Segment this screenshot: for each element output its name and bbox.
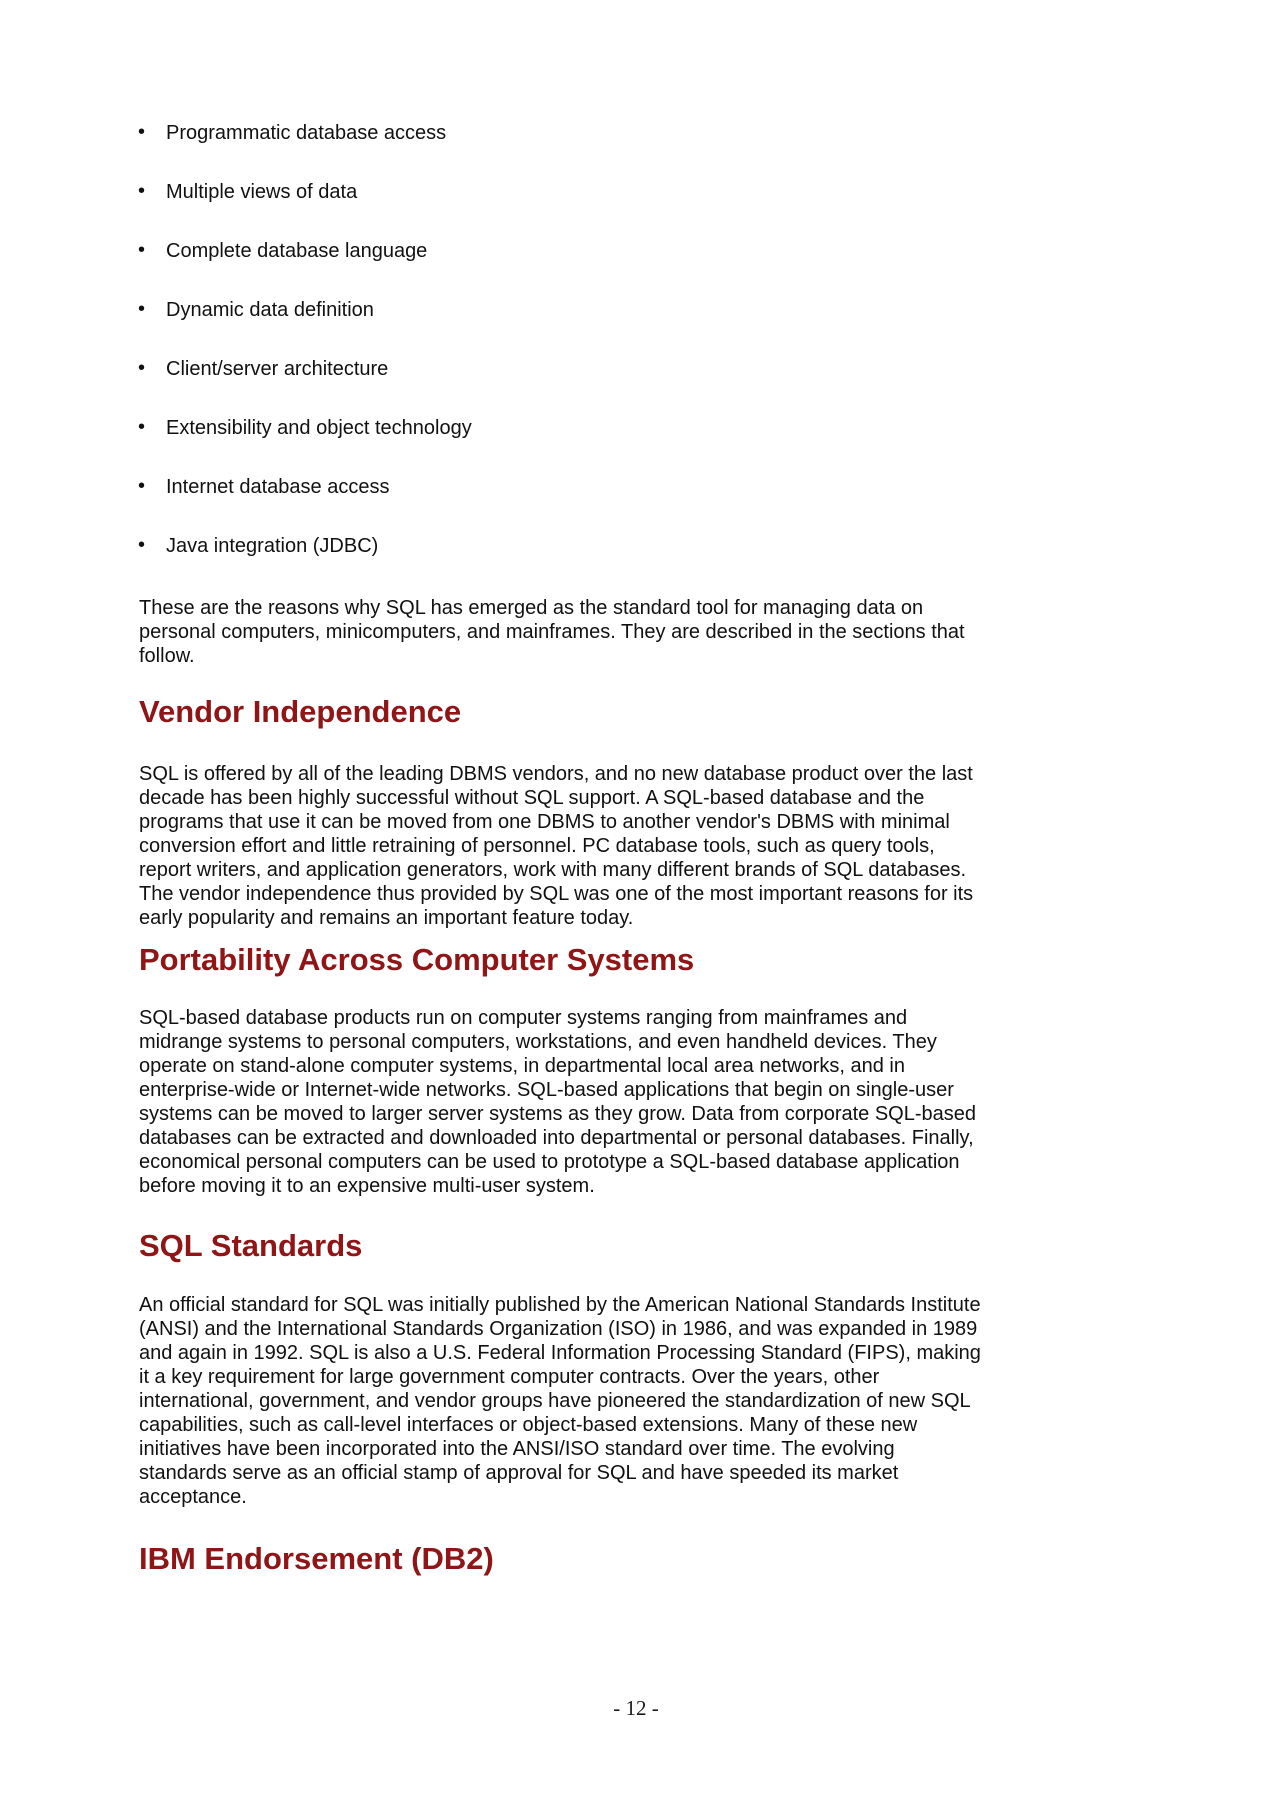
bullet-item-label: Complete database language xyxy=(166,240,428,262)
list-item xyxy=(139,239,981,263)
bullet-icon: • xyxy=(138,416,146,438)
section-paragraph-portability: SQL-based database products run on computer systems ranging from mainframes and midrange systems to personal computers, workstations, and even handheld devices. They operate on stand-alone computer systems, in departmental local area networks, and in enterprise-wide or Internet-wide networks. SQL-based applications that begin on single-user systems can be moved to larger server systems as they grow. Data from corporate SQL-based databases can be extracted and downloaded into departmental or personal databases. Finally, economical personal computers can be used to prototype a SQL-based database application before moving it to an expensive multi-user system. xyxy=(139,1007,977,1197)
bullet-icon: • xyxy=(138,357,146,379)
page-number: - 12 - xyxy=(613,1696,659,1720)
list-item xyxy=(139,475,981,499)
section-paragraph-vendor-independence: SQL is offered by all of the leading DBMS vendors, and no new database product over the last decade has been highly successful without SQL support. A SQL-based database and the programs that use it can be moved from one DBMS to another vendor's DBMS with minimal conversion effort and little retraining of personnel. PC database tools, such as query tools, report writers, and application generators, work with many different brands of SQL databases. The vendor independence thus provided by SQL was one of the most important reasons for its early popularity and remains an important feature today. xyxy=(139,763,974,929)
bullet-icon: • xyxy=(138,239,146,261)
bullet-icon: • xyxy=(138,298,146,320)
list-item xyxy=(139,534,981,558)
list-item xyxy=(139,180,981,204)
intro-paragraph: These are the reasons why SQL has emerged as the standard tool for managing data on personal computers, minicomputers, and mainframes. They are described in the sections that follow. xyxy=(139,597,965,667)
section-heading-portability: Portability Across Computer Systems xyxy=(139,942,695,977)
section-heading-sql-standards: SQL Standards xyxy=(139,1228,363,1263)
list-item xyxy=(139,121,981,145)
bullet-icon: • xyxy=(138,180,146,202)
bullet-icon: • xyxy=(138,121,146,143)
bullet-item-label: Java integration (JDBC) xyxy=(166,535,379,557)
bullet-icon: • xyxy=(138,534,146,556)
bullet-item-label: Multiple views of data xyxy=(166,181,358,203)
section-paragraph-sql-standards: An official standard for SQL was initially published by the American National Standards Institute (ANSI) and the International Standards Organization (ISO) in 1986, and was expanded in 1989 and again in 1992. SQL is also a U.S. Federal Information Processing Standard (FIPS), making it a key requirement for large government computer contracts. Over the years, other international, government, and vendor groups have pioneered the standardization of new SQL capabilities, such as call-level interfaces or object-based extensions. Many of these new initiatives have been incorporated into the ANSI/ISO standard over time. The evolving standards serve as an official stamp of approval for SQL and have speeded its market acceptance. xyxy=(139,1294,981,1508)
bullet-item-label: Dynamic data definition xyxy=(166,299,374,321)
bullet-item-label: Client/server architecture xyxy=(166,358,389,380)
list-item xyxy=(139,357,981,381)
list-item xyxy=(139,416,981,440)
section-heading-ibm-endorsement: IBM Endorsement (DB2) xyxy=(139,1541,494,1576)
section-heading-vendor-independence: Vendor Independence xyxy=(139,694,462,729)
list-item xyxy=(139,298,981,322)
bullet-item-label: Programmatic database access xyxy=(166,122,447,144)
feature-bullet-list xyxy=(139,121,981,558)
document-page xyxy=(139,0,981,1574)
bullet-item-label: Internet database access xyxy=(166,476,390,498)
bullet-icon: • xyxy=(138,475,146,497)
bullet-item-label: Extensibility and object technology xyxy=(166,417,472,439)
